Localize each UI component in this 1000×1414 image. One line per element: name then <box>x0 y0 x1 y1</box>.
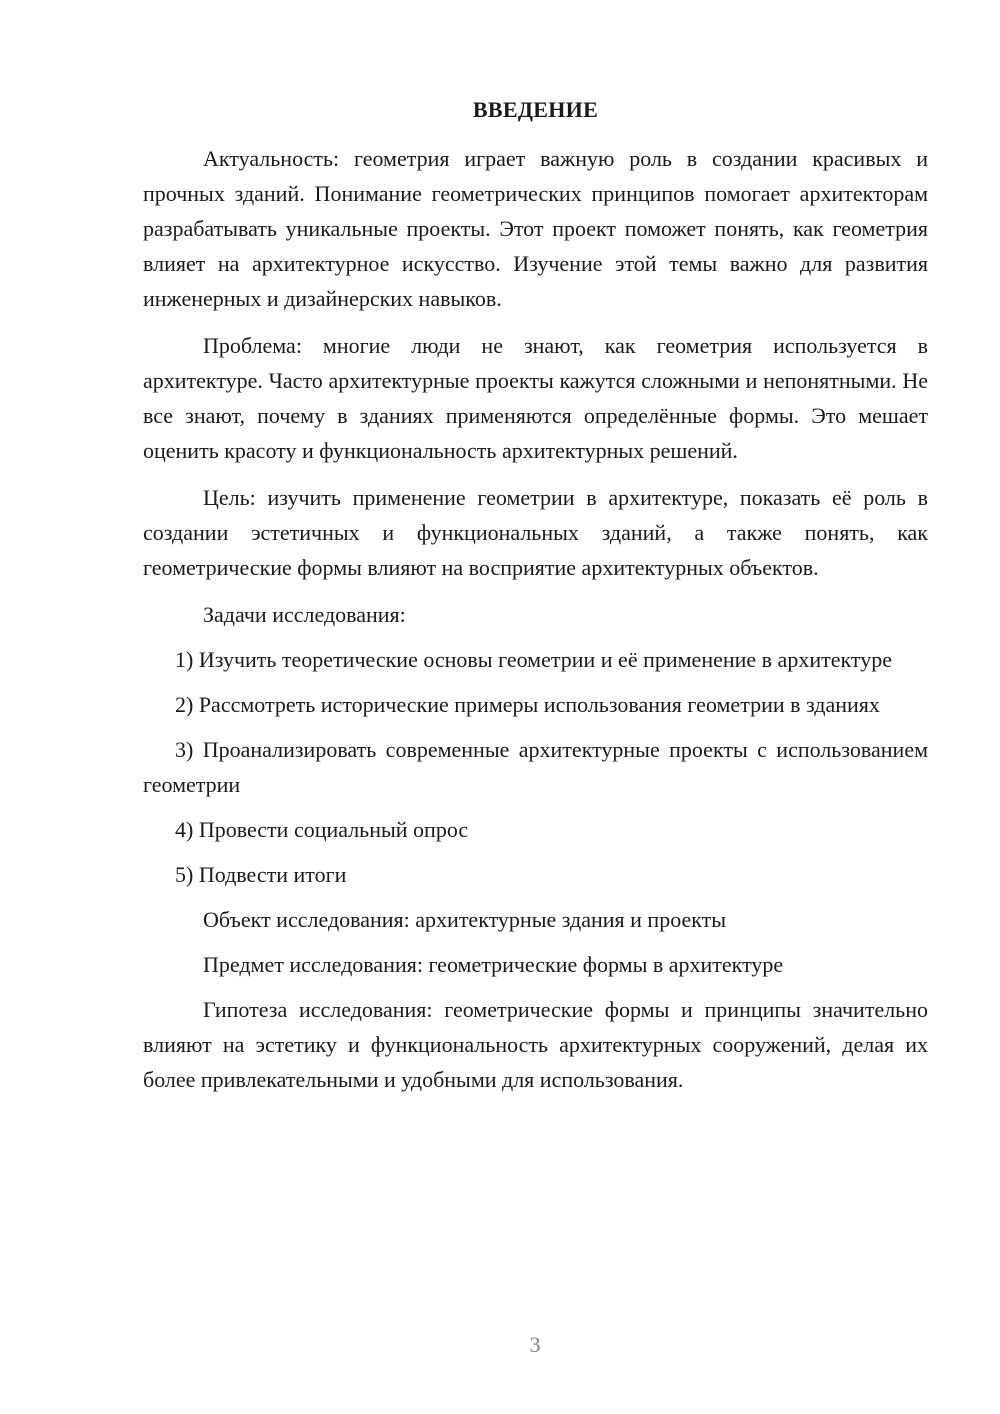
task-item: 5) Подвести итоги <box>175 862 347 887</box>
task-item: 3) Проанализировать современные архитектурные проекты с использованием геометрии <box>143 737 928 797</box>
task-item: 4) Провести социальный опрос <box>175 817 469 842</box>
hypothesis-paragraph: Гипотеза исследования: геометрические формы и принципы значительно влияют на эстетику и функциональность архитектурных сооружений, делая их более привлекательными и удобными для использования. <box>143 997 928 1092</box>
page-number: 3 <box>529 1332 541 1357</box>
tasks-heading: Задачи исследования: <box>203 602 406 627</box>
goal-paragraph: Цель: изучить применение геометрии в архитектуре, показать её роль в создании эстетичных и функциональных зданий, а также понять, как геометрические формы влияют на восприятие архитектурных объектов. <box>143 485 928 580</box>
page-content <box>143 92 928 1109</box>
research-subject: Предмет исследования: геометрические формы в архитектуре <box>203 952 784 977</box>
task-item: 2) Рассмотреть исторические примеры использования геометрии в зданиях <box>175 692 880 717</box>
page-title: ВВЕДЕНИЕ <box>472 97 599 122</box>
task-item: 1) Изучить теоретические основы геометрии и её применение в архитектуре <box>175 647 892 672</box>
problem-paragraph: Проблема: многие люди не знают, как геометрия используется в архитектуре. Часто архитектурные проекты кажутся сложными и непонятными. Не все знают, почему в зданиях применяются определённые формы. Это мешает оценить красоту и функциональность архитектурных решений. <box>143 333 928 463</box>
research-object: Объект исследования: архитектурные здания и проекты <box>203 907 727 932</box>
relevance-paragraph: Актуальность: геометрия играет важную роль в создании красивых и прочных зданий. Понимание геометрических принципов помогает архитекторам разрабатывать уникальные проекты. Этот проект поможет понять, как геометрия влияет на архитектурное искусство. Изучение этой темы важно для развития инженерных и дизайнерских навыков. <box>143 146 928 311</box>
